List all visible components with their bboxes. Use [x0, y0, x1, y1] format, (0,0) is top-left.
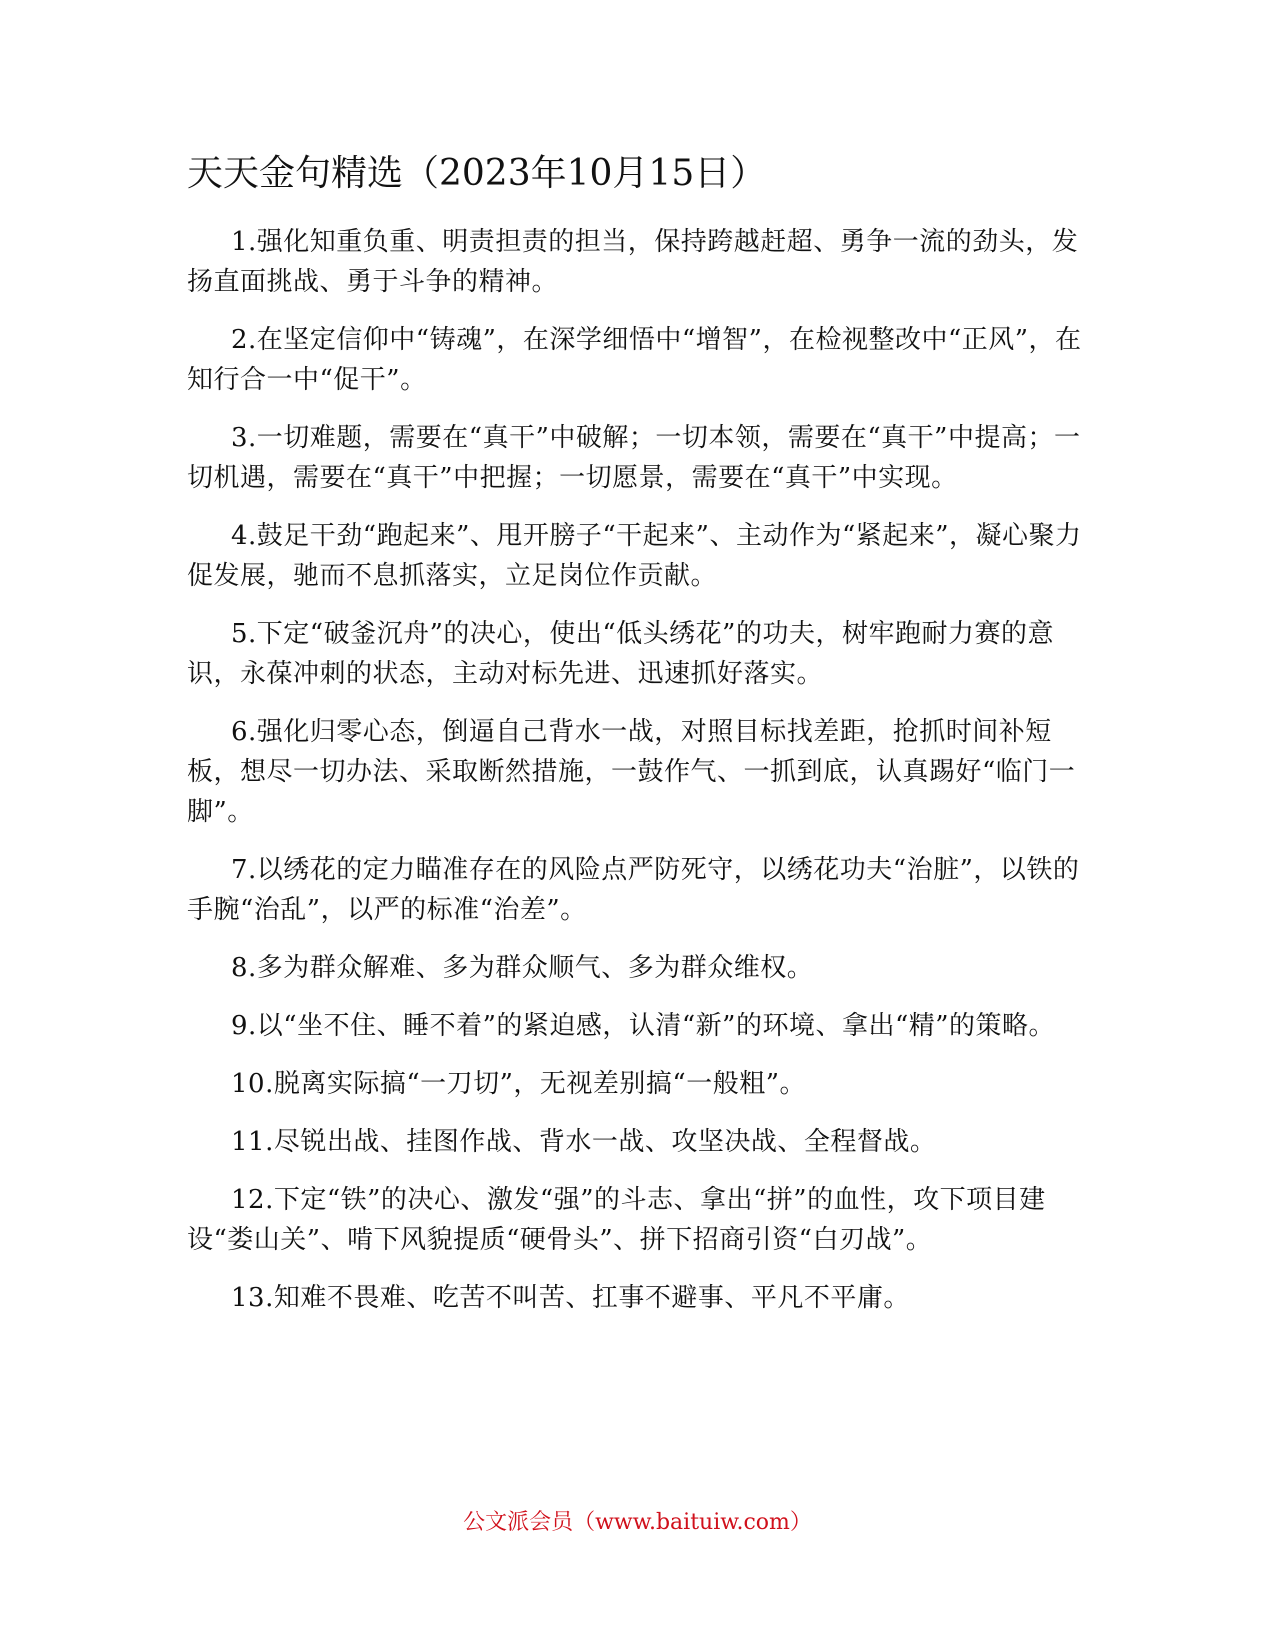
quote-item-11: 11.尽锐出战、挂图作战、背水一战、攻坚决战、全程督战。 [231, 1127, 937, 1157]
quote-item-5: 5.下定“破釜沉舟”的决心，使出“低头绣花”的功夫，树牢跑耐力赛的意识，永葆冲刺的状态，主动对标先进、迅速抓好落实。 [187, 619, 1054, 689]
quote-item-8: 8.多为群众解难、多为群众顺气、多为群众维权。 [231, 953, 814, 983]
quote-list [187, 222, 1089, 1336]
quote-item-2: 2.在坚定信仰中“铸魂”，在深学细悟中“增智”，在检视整改中“正风”，在知行合一中“促干”。 [187, 325, 1082, 395]
quote-item-13: 13.知难不畏难、吃苦不叫苦、扛事不避事、平凡不平庸。 [231, 1283, 910, 1313]
quote-item-10: 10.脱离实际搞“一刀切”，无视差别搞“一般粗”。 [231, 1069, 807, 1099]
quote-item-6: 6.强化归零心态，倒逼自己背水一战，对照目标找差距，抢抓时间补短板，想尽一切办法、采取断然措施，一鼓作气、一抓到底，认真踢好“临门一脚”。 [187, 717, 1076, 827]
quote-item-4: 4.鼓足干劲“跑起来”、甩开膀子“干起来”、主动作为“紧起来”，凝心聚力促发展，驰而不息抓落实，立足岗位作贡献。 [187, 521, 1082, 591]
quote-item-12: 12.下定“铁”的决心、激发“强”的斗志、拿出“拼”的血性，攻下项目建设“娄山关”、啃下风貌提质“硬骨头”、拼下招商引资“白刃战”。 [187, 1185, 1046, 1255]
page-title: 天天金句精选（2023年10月15日） [187, 153, 767, 194]
quote-item-7: 7.以绣花的定力瞄准存在的风险点严防死守，以绣花功夫“治脏”，以铁的手腕“治乱”，以严的标准“治差”。 [187, 855, 1080, 925]
footer-watermark: 公文派会员（www.baituiw.com） [463, 1510, 812, 1535]
quote-item-1: 1.强化知重负重、明责担责的担当，保持跨越赶超、勇争一流的劲头，发扬直面挑战、勇于斗争的精神。 [187, 227, 1079, 297]
quote-item-3: 3.一切难题，需要在“真干”中破解；一切本领，需要在“真干”中提高；一切机遇，需要在“真干”中把握；一切愿景，需要在“真干”中实现。 [187, 423, 1081, 493]
quote-item-9: 9.以“坐不住、睡不着”的紧迫感，认清“新”的环境、拿出“精”的策略。 [231, 1011, 1056, 1041]
